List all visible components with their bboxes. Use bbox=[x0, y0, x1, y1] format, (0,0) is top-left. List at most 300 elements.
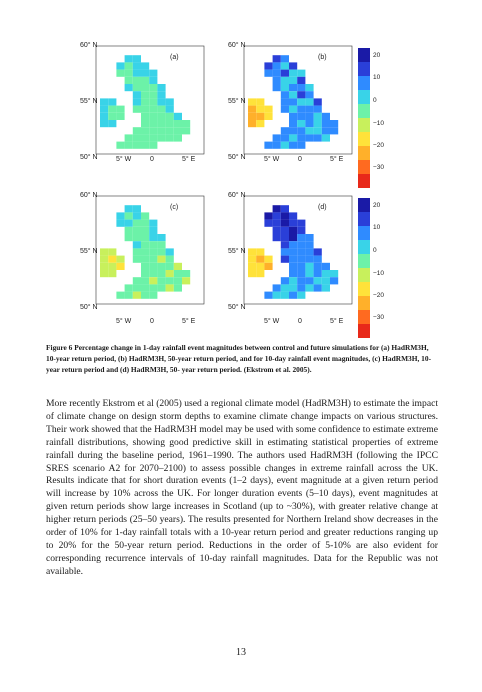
map-grid-cell bbox=[149, 120, 157, 127]
colorbar-segment bbox=[358, 174, 370, 188]
map-grid-cell bbox=[289, 212, 297, 219]
map-grid-cell bbox=[289, 62, 297, 69]
map-grid-cell bbox=[289, 134, 297, 141]
map-grid-cell bbox=[108, 270, 116, 277]
map-grid-cell bbox=[256, 248, 264, 255]
map-grid-cell bbox=[149, 106, 157, 113]
colorbar-top bbox=[358, 48, 370, 188]
map-grid-cell bbox=[264, 220, 272, 227]
map-grid-cell bbox=[174, 127, 182, 134]
colorbar-top-tick-m20: −20 bbox=[373, 142, 385, 149]
map-grid-cell bbox=[289, 70, 297, 77]
map-grid-cell bbox=[149, 127, 157, 134]
colorbar-bottom-tick-m20: −20 bbox=[373, 292, 385, 299]
map-grid-cell bbox=[100, 106, 108, 113]
map-grid-cell bbox=[256, 120, 264, 127]
map-grid-cell bbox=[289, 127, 297, 134]
map-grid-cell bbox=[273, 84, 281, 91]
map-grid-cell bbox=[273, 234, 281, 241]
map-grid-cell bbox=[297, 277, 305, 284]
map-grid-cell bbox=[133, 127, 141, 134]
map-grid-cell bbox=[157, 234, 165, 241]
map-grid-cell bbox=[289, 98, 297, 105]
colorbar-top-tick-20: 20 bbox=[373, 52, 381, 59]
map-grid-cell bbox=[273, 220, 281, 227]
map-grid-cell bbox=[149, 256, 157, 263]
map-grid-cell bbox=[281, 292, 289, 299]
map-grid-cell bbox=[149, 277, 157, 284]
map-grid-cell bbox=[141, 248, 149, 255]
colorbar-bottom-tick-m10: −10 bbox=[373, 270, 385, 277]
map-grid-cell bbox=[314, 284, 322, 291]
map-grid-cell bbox=[322, 127, 330, 134]
colorbar-top-tick-m10: −10 bbox=[373, 120, 385, 127]
colorbar-segment bbox=[358, 310, 370, 324]
map-grid-cell bbox=[281, 241, 289, 248]
map-grid-cell bbox=[273, 134, 281, 141]
map-grid-cell bbox=[281, 234, 289, 241]
map-grid-cell bbox=[305, 113, 313, 120]
map-grid-cell bbox=[149, 91, 157, 98]
map-grid-cell bbox=[314, 256, 322, 263]
map-grid-cell bbox=[116, 256, 124, 263]
map-grid-cell bbox=[100, 263, 108, 270]
map-grid-cell bbox=[322, 284, 330, 291]
map-grid-cell bbox=[281, 205, 289, 212]
map-grid-cell bbox=[133, 106, 141, 113]
map-grid-cell bbox=[166, 256, 174, 263]
map-grid-cell bbox=[281, 212, 289, 219]
map-grid-cell bbox=[149, 241, 157, 248]
map-grid-cell bbox=[141, 284, 149, 291]
map-grid-cell bbox=[273, 205, 281, 212]
colorbar-segment bbox=[358, 198, 370, 212]
colorbar-segment bbox=[358, 240, 370, 254]
map-grid-cell bbox=[133, 134, 141, 141]
map-grid-cell bbox=[149, 234, 157, 241]
map-grid-cell bbox=[305, 127, 313, 134]
map-grid-cell bbox=[116, 70, 124, 77]
map-grid-cell bbox=[133, 277, 141, 284]
map-grid-cell bbox=[149, 134, 157, 141]
map-grid-cell bbox=[314, 113, 322, 120]
colorbar-segment bbox=[358, 296, 370, 310]
map-grid-cell bbox=[256, 263, 264, 270]
map-grid-cell bbox=[305, 134, 313, 141]
map-grid-cell bbox=[157, 106, 165, 113]
panel-label-a: (a) bbox=[170, 54, 179, 61]
map-grid-cell bbox=[125, 227, 133, 234]
map-grid-cell bbox=[133, 227, 141, 234]
map-grid-cell bbox=[289, 284, 297, 291]
map-grid-cell bbox=[289, 227, 297, 234]
lon-label-5e-a: 5° E bbox=[182, 156, 196, 163]
map-grid-cell bbox=[256, 98, 264, 105]
map-grid-cell bbox=[166, 127, 174, 134]
map-grid-cell bbox=[157, 277, 165, 284]
map-grid-cell bbox=[297, 91, 305, 98]
map-grid-cell bbox=[149, 284, 157, 291]
map-grid-cell bbox=[281, 91, 289, 98]
map-grid-cell bbox=[125, 134, 133, 141]
map-grid-cell bbox=[305, 284, 313, 291]
map-grid-cell bbox=[297, 127, 305, 134]
colorbar-segment bbox=[358, 254, 370, 268]
map-grid-cell bbox=[256, 113, 264, 120]
panel-a bbox=[82, 36, 207, 176]
colorbar-segment bbox=[358, 104, 370, 118]
map-grid-cell bbox=[174, 134, 182, 141]
map-grid-cell bbox=[297, 270, 305, 277]
lat-label-50-d: 50° N bbox=[228, 304, 246, 311]
map-grid-cell bbox=[289, 234, 297, 241]
map-grid-cell bbox=[133, 212, 141, 219]
map-grid-cell bbox=[149, 227, 157, 234]
colorbar-segment bbox=[358, 268, 370, 282]
map-grid-cell bbox=[133, 55, 141, 62]
map-grid-cell bbox=[256, 270, 264, 277]
map-grid-cell bbox=[116, 292, 124, 299]
colorbar-segment bbox=[358, 132, 370, 146]
map-grid-cell bbox=[297, 256, 305, 263]
lat-label-50-a: 50° N bbox=[80, 154, 98, 161]
map-grid-cell bbox=[116, 212, 124, 219]
map-grid-cell bbox=[248, 113, 256, 120]
lat-label-55-a: 55° N bbox=[80, 98, 98, 105]
map-grid-cell bbox=[289, 263, 297, 270]
map-grid-cell bbox=[157, 120, 165, 127]
map-grid-cell bbox=[289, 120, 297, 127]
map-grid-cell bbox=[133, 256, 141, 263]
map-grid-cell bbox=[297, 70, 305, 77]
lon-label-0-a: 0 bbox=[150, 156, 154, 163]
map-grid-cell bbox=[314, 127, 322, 134]
map-grid-cell bbox=[248, 248, 256, 255]
map-grid-cell bbox=[297, 134, 305, 141]
map-grid-cell bbox=[108, 263, 116, 270]
colorbar-segment bbox=[358, 118, 370, 132]
map-grid-cell bbox=[141, 127, 149, 134]
map-grid-cell bbox=[157, 134, 165, 141]
map-grid-cell bbox=[281, 248, 289, 255]
map-grid-cell bbox=[289, 77, 297, 84]
map-grid-cell bbox=[314, 248, 322, 255]
map-grid-cell bbox=[289, 256, 297, 263]
map-grid-cell bbox=[248, 270, 256, 277]
map-grid-cell bbox=[149, 113, 157, 120]
map-grid-cell bbox=[322, 277, 330, 284]
map-grid-cell bbox=[125, 77, 133, 84]
map-grid-cell bbox=[133, 248, 141, 255]
map-grid-cell bbox=[157, 270, 165, 277]
map-grid-cell bbox=[297, 263, 305, 270]
colorbar-segment bbox=[358, 62, 370, 76]
panel-label-c: (c) bbox=[170, 204, 179, 211]
map-grid-cell bbox=[281, 284, 289, 291]
map-grid-cell bbox=[182, 270, 190, 277]
map-grid-cell bbox=[157, 113, 165, 120]
map-grid-cell bbox=[281, 98, 289, 105]
map-grid-cell bbox=[125, 234, 133, 241]
map-grid-cell bbox=[108, 98, 116, 105]
map-grid-cell bbox=[157, 284, 165, 291]
map-grid-cell bbox=[289, 113, 297, 120]
map-grid-cell bbox=[157, 91, 165, 98]
map-grid-cell bbox=[314, 277, 322, 284]
lon-label-0-b: 0 bbox=[298, 156, 302, 163]
map-grid-cell bbox=[133, 241, 141, 248]
map-grid-cell bbox=[133, 77, 141, 84]
body-paragraph: More recently Ekstrom et al (2005) used a regional climate model (HadRM3H) to estimate the impact of climate change on design storm depths to examine climate change impacts on various structures. Their work showed that the HadRM3H model may be used with some confidence to estimate extreme rainfall distributions, showing good predictive skill in estimating statistical properties of extreme rainfall during the baseline period, 1961–1990. The authors used HadRM3H (following the IPCC SRES scenario A2 for 2070–2100) to assess possible changes in extreme rainfall across the UK. Results indicate that for short duration events (1–2 days), event magnitude at a given return period will increase by 10% across the UK. For longer duration events (5–10 days), event magnitudes at given return periods show large increases in Scotland (up to ~30%), with greater relative change at higher return periods (25–50 years). The results presented for Northern Ireland show decreases in the order of 10% for 1-day rainfall totals with a 10-year return period and greater reductions ranging up to 20% for the 50-year return period. Reductions in the order of 5-10% are also evident for corresponding recurrence intervals of 10-day rainfall magnitudes. Data for the Republic was not available. bbox=[46, 398, 438, 577]
map-grid-cell bbox=[116, 106, 124, 113]
map-grid-cell bbox=[133, 84, 141, 91]
map-grid-cell bbox=[264, 263, 272, 270]
lat-label-50-b: 50° N bbox=[228, 154, 246, 161]
map-grid-cell bbox=[297, 98, 305, 105]
map-grid-cell bbox=[289, 241, 297, 248]
map-grid-cell bbox=[281, 142, 289, 149]
map-grid-cell bbox=[297, 120, 305, 127]
lat-label-50-c: 50° N bbox=[80, 304, 98, 311]
colorbar-segment bbox=[358, 212, 370, 226]
map-grid-cell bbox=[141, 113, 149, 120]
map-grid-cell bbox=[166, 120, 174, 127]
map-grid-cell bbox=[314, 106, 322, 113]
map-grid-cell bbox=[281, 70, 289, 77]
map-grid-cell bbox=[297, 241, 305, 248]
map-grid-cell bbox=[125, 55, 133, 62]
map-grid-cell bbox=[305, 234, 313, 241]
map-grid-cell bbox=[305, 106, 313, 113]
map-grid-cell bbox=[100, 256, 108, 263]
map-grid-cell bbox=[281, 55, 289, 62]
map-grid-cell bbox=[264, 113, 272, 120]
map-grid-cell bbox=[305, 91, 313, 98]
colorbar-top-tick-0: 0 bbox=[373, 97, 377, 104]
colorbar-segment bbox=[358, 90, 370, 104]
map-grid-cell bbox=[125, 142, 133, 149]
map-grid-cell bbox=[322, 113, 330, 120]
map-grid-cell bbox=[157, 263, 165, 270]
map-grid-cell bbox=[305, 277, 313, 284]
map-grid-cell bbox=[157, 248, 165, 255]
map-grid-cell bbox=[149, 220, 157, 227]
map-grid-cell bbox=[256, 256, 264, 263]
map-grid-cell bbox=[182, 277, 190, 284]
colorbar-bottom-tick-0: 0 bbox=[373, 247, 377, 254]
lat-label-60-c: 60° N bbox=[80, 192, 98, 199]
map-grid-cell bbox=[264, 256, 272, 263]
map-grid-cell bbox=[149, 70, 157, 77]
map-grid-cell bbox=[149, 84, 157, 91]
map-grid-cell bbox=[141, 120, 149, 127]
map-grid-cell bbox=[166, 248, 174, 255]
map-grid-cell bbox=[297, 113, 305, 120]
map-grid-cell bbox=[141, 220, 149, 227]
map-grid-cell bbox=[174, 284, 182, 291]
map-grid-cell bbox=[297, 142, 305, 149]
lat-label-60-d: 60° N bbox=[228, 192, 246, 199]
map-grid-cell bbox=[157, 256, 165, 263]
map-grid-cell bbox=[149, 292, 157, 299]
map-grid-cell bbox=[248, 120, 256, 127]
map-grid-cell bbox=[166, 263, 174, 270]
map-grid-cell bbox=[297, 284, 305, 291]
map-grid-cell bbox=[125, 292, 133, 299]
map-grid-cell bbox=[141, 227, 149, 234]
map-grid-cell bbox=[305, 120, 313, 127]
map-grid-cell bbox=[141, 91, 149, 98]
map-grid-cell bbox=[141, 212, 149, 219]
map-grid-cell bbox=[297, 77, 305, 84]
colorbar-top-tick-m30: −30 bbox=[373, 164, 385, 171]
map-grid-cell bbox=[141, 292, 149, 299]
map-grid-cell bbox=[108, 256, 116, 263]
map-grid-cell bbox=[141, 241, 149, 248]
lon-label-0-c: 0 bbox=[150, 318, 154, 325]
map-grid-cell bbox=[273, 284, 281, 291]
map-grid-cell bbox=[289, 91, 297, 98]
map-grid-cell bbox=[297, 292, 305, 299]
map-grid-cell bbox=[125, 220, 133, 227]
map-grid-cell bbox=[297, 220, 305, 227]
map-grid-cell bbox=[166, 284, 174, 291]
panel-d bbox=[230, 186, 355, 326]
map-grid-cell bbox=[289, 220, 297, 227]
map-grid-cell bbox=[133, 70, 141, 77]
map-grid-cell bbox=[166, 134, 174, 141]
map-grid-cell bbox=[125, 62, 133, 69]
map-grid-cell bbox=[166, 106, 174, 113]
map-grid-cell bbox=[141, 134, 149, 141]
map-grid-cell bbox=[281, 227, 289, 234]
map-grid-cell bbox=[166, 270, 174, 277]
map-grid-cell bbox=[174, 270, 182, 277]
map-grid-cell bbox=[108, 120, 116, 127]
map-grid-cell bbox=[273, 55, 281, 62]
map-grid-cell bbox=[305, 241, 313, 248]
colorbar-segment bbox=[358, 282, 370, 296]
map-grid-cell bbox=[330, 270, 338, 277]
map-grid-cell bbox=[264, 62, 272, 69]
map-grid-cell bbox=[108, 113, 116, 120]
colorbar-segment bbox=[358, 226, 370, 240]
map-grid-cell bbox=[248, 106, 256, 113]
colorbar-segment bbox=[358, 76, 370, 90]
map-grid-cell bbox=[149, 77, 157, 84]
map-grid-cell bbox=[289, 292, 297, 299]
map-grid-cell bbox=[133, 205, 141, 212]
map-grid-cell bbox=[166, 113, 174, 120]
lon-label-5w-a: 5° W bbox=[116, 156, 132, 163]
map-grid-cell bbox=[141, 234, 149, 241]
map-grid-cell bbox=[264, 212, 272, 219]
map-grid-cell bbox=[100, 248, 108, 255]
map-grid-cell bbox=[141, 84, 149, 91]
map-panel-a bbox=[82, 36, 207, 176]
map-grid-cell bbox=[133, 62, 141, 69]
colorbar-bottom-tick-m30: −30 bbox=[373, 314, 385, 321]
map-grid-cell bbox=[330, 277, 338, 284]
map-grid-cell bbox=[273, 77, 281, 84]
map-grid-cell bbox=[149, 270, 157, 277]
map-grid-cell bbox=[141, 277, 149, 284]
lat-label-60-a: 60° N bbox=[80, 42, 98, 49]
map-grid-cell bbox=[264, 106, 272, 113]
map-grid-cell bbox=[133, 220, 141, 227]
map-grid-cell bbox=[289, 277, 297, 284]
lon-label-5e-d: 5° E bbox=[330, 318, 344, 325]
map-grid-cell bbox=[314, 120, 322, 127]
map-grid-cell bbox=[281, 84, 289, 91]
map-grid-cell bbox=[149, 263, 157, 270]
colorbar-segment bbox=[358, 146, 370, 160]
map-grid-cell bbox=[141, 270, 149, 277]
page-number: 13 bbox=[236, 647, 246, 658]
figure-caption: Figure 6 Percentage change in 1-day rainfall event magnitudes between control and future simulations for (a) HadRM3H, 10-year return period, (b) HadRM3H, 50-year return period, and for 10-day rainfall event magnitudes, (c) HadRM3H, 10-year return period and (d) HadRM3H, 50- year return period. (Ekstrom et al. 2005). bbox=[46, 343, 432, 374]
map-grid-cell bbox=[125, 284, 133, 291]
map-grid-cell bbox=[174, 113, 182, 120]
map-grid-cell bbox=[133, 91, 141, 98]
map-grid-cell bbox=[305, 248, 313, 255]
map-grid-cell bbox=[166, 98, 174, 105]
map-grid-cell bbox=[305, 263, 313, 270]
map-grid-cell bbox=[273, 292, 281, 299]
map-grid-cell bbox=[273, 62, 281, 69]
panel-label-b: (b) bbox=[318, 54, 327, 61]
map-grid-cell bbox=[289, 142, 297, 149]
map-grid-cell bbox=[297, 234, 305, 241]
map-grid-cell bbox=[174, 277, 182, 284]
map-grid-cell bbox=[297, 106, 305, 113]
colorbar-segment bbox=[358, 324, 370, 338]
figure-6 bbox=[80, 36, 385, 328]
map-grid-cell bbox=[256, 106, 264, 113]
lat-label-60-b: 60° N bbox=[228, 42, 246, 49]
map-grid-cell bbox=[281, 220, 289, 227]
map-grid-cell bbox=[322, 263, 330, 270]
colorbar-bottom-tick-10: 10 bbox=[373, 224, 381, 231]
map-grid-cell bbox=[314, 270, 322, 277]
lat-label-55-d: 55° N bbox=[228, 248, 246, 255]
map-grid-cell bbox=[133, 142, 141, 149]
map-grid-cell bbox=[264, 142, 272, 149]
map-grid-cell bbox=[281, 134, 289, 141]
map-panel-d bbox=[230, 186, 355, 326]
map-grid-cell bbox=[157, 127, 165, 134]
map-grid-cell bbox=[133, 292, 141, 299]
map-grid-cell bbox=[322, 120, 330, 127]
map-grid-cell bbox=[248, 263, 256, 270]
map-panel-c bbox=[82, 186, 207, 326]
map-grid-cell bbox=[314, 98, 322, 105]
map-grid-cell bbox=[330, 127, 338, 134]
map-grid-cell bbox=[248, 256, 256, 263]
colorbar-segment bbox=[358, 160, 370, 174]
colorbar-bottom bbox=[358, 198, 370, 338]
map-grid-cell bbox=[125, 84, 133, 91]
lat-label-55-c: 55° N bbox=[80, 248, 98, 255]
map-grid-cell bbox=[125, 205, 133, 212]
map-panel-b bbox=[230, 36, 355, 176]
map-grid-cell bbox=[281, 106, 289, 113]
map-grid-cell bbox=[281, 256, 289, 263]
lon-label-5w-c: 5° W bbox=[116, 318, 132, 325]
map-grid-cell bbox=[141, 98, 149, 105]
map-grid-cell bbox=[297, 227, 305, 234]
map-grid-cell bbox=[116, 142, 124, 149]
map-grid-cell bbox=[141, 263, 149, 270]
